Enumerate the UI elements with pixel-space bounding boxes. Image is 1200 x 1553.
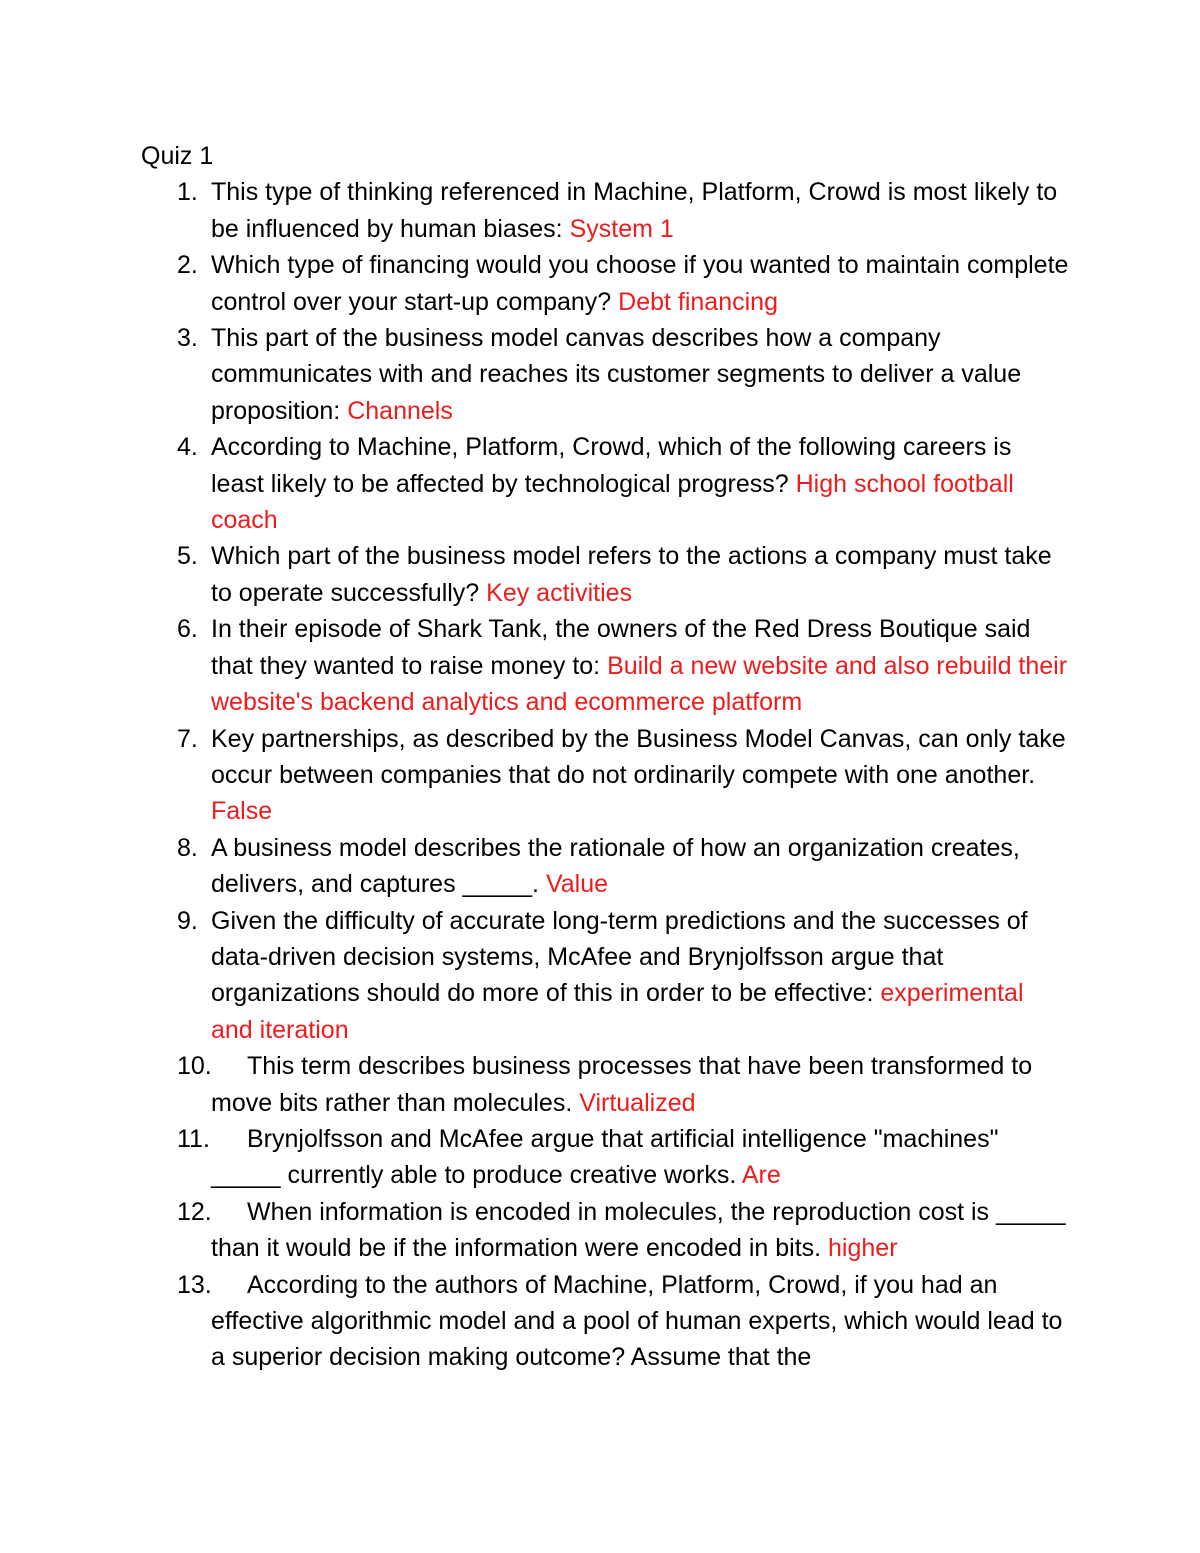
- question-answer: System 1: [569, 214, 674, 243]
- question-answer: Key activities: [486, 578, 633, 607]
- question-answer: High school football coach: [211, 469, 1014, 535]
- question-item: [141, 429, 1071, 538]
- question-number: 9.: [177, 906, 198, 935]
- question-prompt: Key partnerships, as described by the Business Model Canvas, can only take occur between companies that do not ordinarily compete with one another.: [211, 724, 1066, 789]
- question-item: [141, 1194, 1071, 1267]
- question-number: 6.: [177, 615, 198, 644]
- question-answer: Channels: [347, 396, 453, 425]
- question-item: [141, 1121, 1071, 1194]
- question-prompt: A business model describes the rationale of how an organization creates, delivers, and captures _____.: [211, 833, 1020, 899]
- question-number: 1.: [177, 178, 198, 207]
- question-number: 5.: [177, 542, 198, 571]
- question-text: [211, 1194, 1071, 1267]
- question-item: [141, 320, 1071, 429]
- question-prompt: This type of thinking referenced in Machine, Platform, Crowd is most likely to be influenced by human biases:: [211, 178, 1058, 243]
- question-prompt: This part of the business model canvas describes how a company communicates with and reaches its customer segments to deliver a value proposition:: [211, 324, 1022, 425]
- question-number: 10.: [177, 1052, 212, 1081]
- question-answer: False: [211, 797, 273, 826]
- question-item: [141, 721, 1071, 830]
- question-item: [141, 538, 1071, 611]
- question-number: 3.: [177, 324, 198, 353]
- question-number: 8.: [177, 833, 198, 862]
- question-answer: Build a new website and also rebuild their website's backend analytics and ecommerce platform: [211, 651, 1068, 717]
- quiz-content: [141, 138, 1071, 1376]
- question-prompt: Given the difficulty of accurate long-term predictions and the successes of data-driven decision systems, McAfee and Brynjolfsson argue that organizations should do more of this in order to be effective:: [211, 906, 1028, 1008]
- question-item: [141, 1048, 1071, 1121]
- question-text: [211, 247, 1071, 320]
- question-prompt: This term describes business processes that have been transformed to move bits rather than molecules.: [211, 1052, 1033, 1117]
- question-prompt: Which part of the business model refers to the actions a company must take to operate successfully?: [211, 542, 1052, 607]
- question-prompt: When information is encoded in molecules, the reproduction cost is _____ than it would be if the information were encoded in bits.: [211, 1197, 1066, 1263]
- question-text: [211, 174, 1071, 247]
- question-item: [141, 903, 1071, 1049]
- question-prompt: Brynjolfsson and McAfee argue that artificial intelligence "machines" _____ currently able to produce creative works.: [211, 1124, 999, 1190]
- question-text: [211, 903, 1071, 1049]
- question-answer: Are: [741, 1161, 781, 1190]
- question-answer: Value: [545, 870, 609, 899]
- question-prompt: In their episode of Shark Tank, the owners of the Red Dress Boutique said that they wanted to raise money to:: [211, 615, 1031, 680]
- question-text: [211, 1267, 1071, 1376]
- question-item: [141, 611, 1071, 720]
- question-text: [211, 830, 1071, 903]
- question-number: 4.: [177, 433, 198, 462]
- question-item: [141, 1267, 1071, 1376]
- question-text: [211, 721, 1071, 830]
- question-text: [211, 1048, 1071, 1121]
- question-answer: higher: [828, 1234, 898, 1263]
- question-number: 13.: [177, 1270, 212, 1299]
- question-answer: experimental and iteration: [211, 979, 1024, 1044]
- question-text: [211, 1121, 1071, 1194]
- question-text: [211, 429, 1071, 538]
- question-text: [211, 538, 1071, 611]
- question-prompt: According to the authors of Machine, Platform, Crowd, if you had an effective algorithmic model and a pool of human experts, which would lead to a superior decision making outcome? Assume that the: [211, 1270, 1063, 1372]
- question-item: [141, 247, 1071, 320]
- question-answer: Virtualized: [579, 1088, 696, 1117]
- question-item: [141, 830, 1071, 903]
- quiz-title: Quiz 1: [141, 142, 214, 170]
- question-number: 12.: [177, 1197, 212, 1226]
- question-list: [141, 174, 1071, 1375]
- question-prompt: Which type of financing would you choose if you wanted to maintain complete control over your start-up company?: [211, 251, 1069, 316]
- question-item: [141, 174, 1071, 247]
- question-number: 2.: [177, 251, 198, 280]
- question-prompt: According to Machine, Platform, Crowd, which of the following careers is least likely to be affected by technological progress?: [211, 433, 1012, 498]
- question-text: [211, 611, 1071, 720]
- question-answer: Debt financing: [618, 287, 778, 316]
- question-number: 11.: [177, 1124, 210, 1153]
- question-number: 7.: [177, 724, 198, 753]
- question-text: [211, 320, 1071, 429]
